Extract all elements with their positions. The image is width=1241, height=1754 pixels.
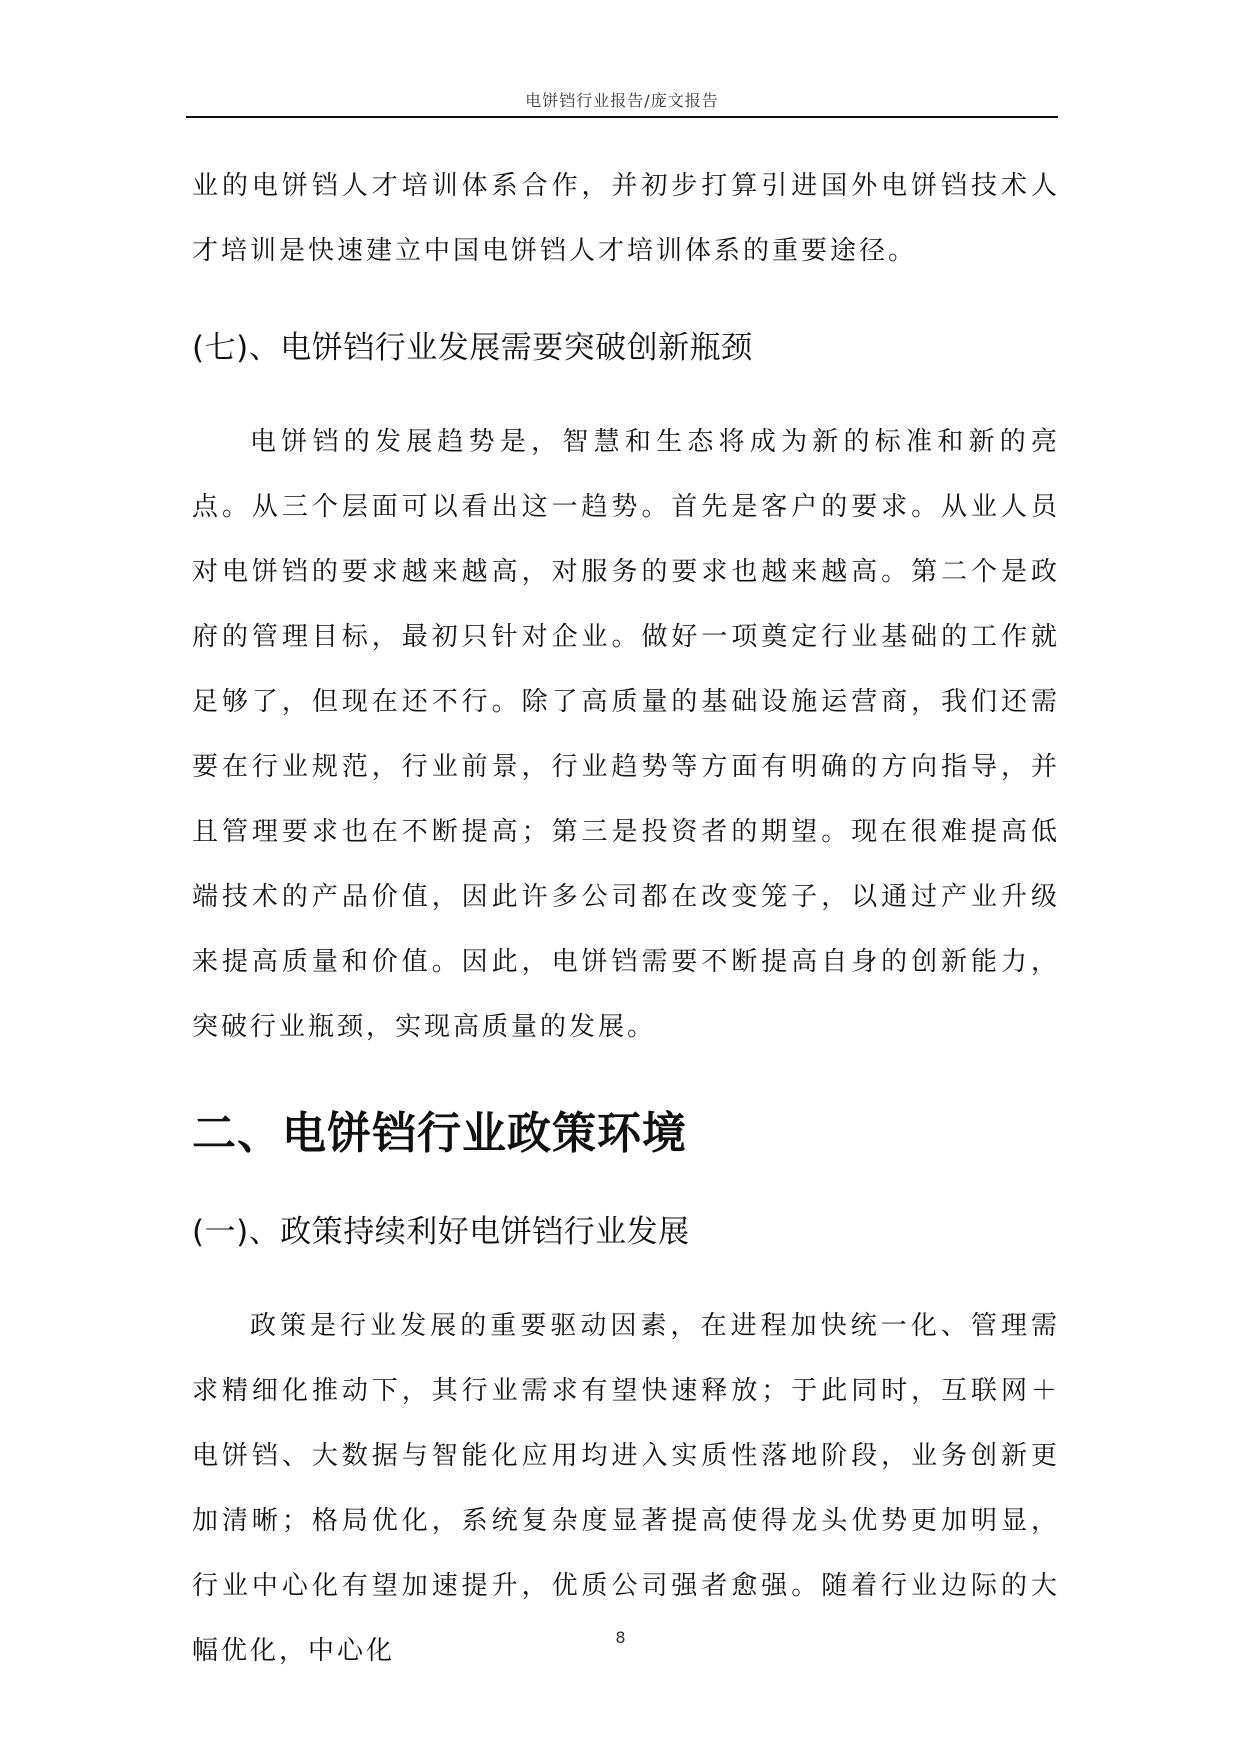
continuation-paragraph: 业的电饼铛人才培训体系合作，并初步打算引进国外电饼铛技术人才培训是快速建立中国电饼铛人才培训体系的重要途径。 <box>192 171 1060 266</box>
chapter-heading-2: 二、电饼铛行业政策环境 <box>192 1108 687 1159</box>
section-heading-7: (七)、电饼铛行业发展需要突破创新瓶颈 <box>192 330 753 366</box>
page-number: 8 <box>615 1628 626 1647</box>
section-heading-1: (一)、政策持续利好电饼铛行业发展 <box>192 1214 690 1250</box>
header-divider <box>186 116 1058 118</box>
page-content <box>192 154 1060 1684</box>
section-7-paragraph: 电饼铛的发展趋势是，智慧和生态将成为新的标准和新的亮点。从三个层面可以看出这一趋势。首先是客户的要求。从业人员对电饼铛的要求越来越高，对服务的要求也越来越高。第二个是政府的管理目标，最初只针对企业。做好一项奠定行业基础的工作就足够了，但现在还不行。除了高质量的基础设施运营商，我们还需要在行业规范，行业前景，行业趋势等方面有明确的方向指导，并且管理要求也在不断提高；第三是投资者的期望。现在很难提高低端技术的产品价值，因此许多公司都在改变笼子，以通过产业升级来提高质量和价值。因此，电饼铛需要不断提高自身的创新能力，突破行业瓶颈，实现高质量的发展。 <box>192 427 1060 1042</box>
running-header: 电饼铛行业报告/庞文报告 <box>525 91 719 110</box>
section-1-paragraph: 政策是行业发展的重要驱动因素，在进程加快统一化、管理需求精细化推动下，其行业需求有望快速释放；于此同时，互联网＋电饼铛、大数据与智能化应用均进入实质性落地阶段，业务创新更加清晰；格局优化，系统复杂度显著提高使得龙头优势更加明显，行业中心化有望加速提升，优质公司强者愈强。随着行业边际的大幅优化，中心化 <box>192 1311 1060 1666</box>
